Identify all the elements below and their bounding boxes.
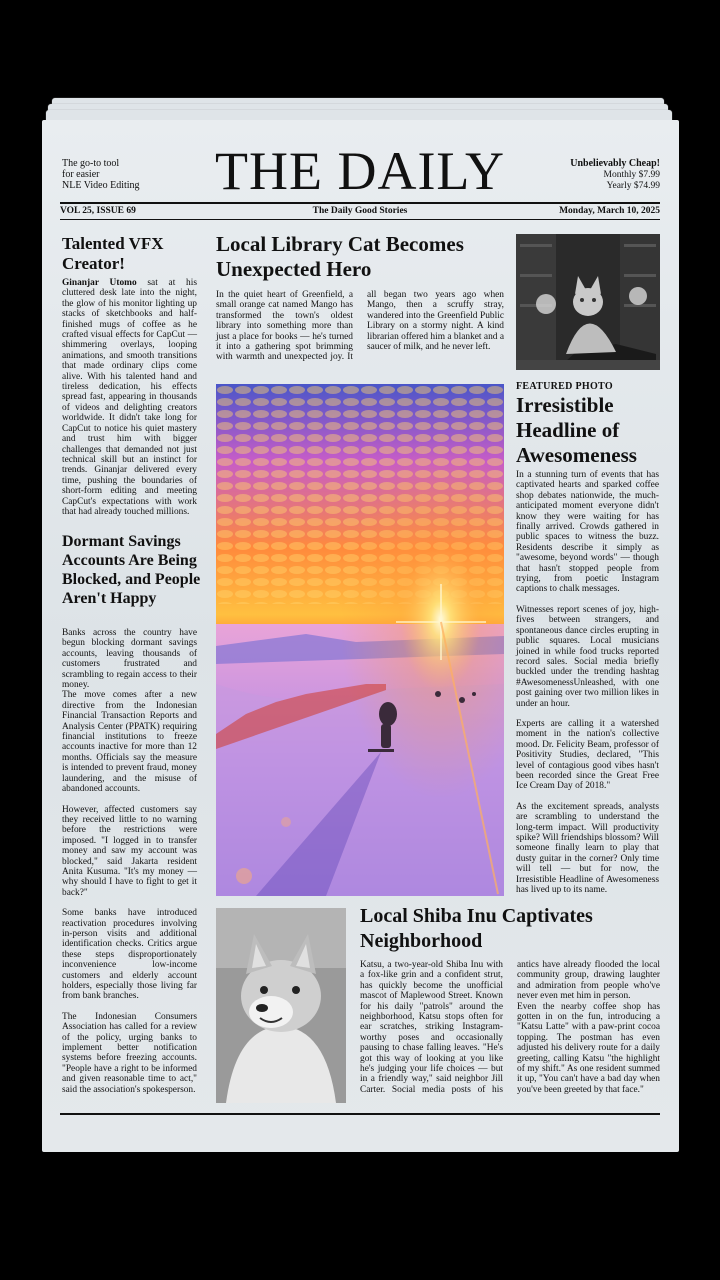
library-cat-image bbox=[516, 234, 660, 370]
featured-paragraph-1: In a stunning turn of events that has captivated hearts and sparked coffee shop debates nationwide, the much-anticipated moment everyone didn't know they were waiting for has finally arrived. Crowds gathered in public spaces to witness the buzz. Residents describe it simply as "awesome, beyond words" — though that hasn't stopped people from trying, from poetic Instagram captions to chalk messages. bbox=[516, 470, 659, 595]
featured-paragraph-4: As the excitement spreads, analysts are scrambling to understand the long-term impact. Will productivity spike? Will friendships blossom? Will someone finally learn to play that dusty guitar in the corner? Only time will tell — but for now, the Irresistible Headline of Awesomeness has lived up to its name. bbox=[516, 801, 659, 896]
dormant-article bbox=[62, 628, 197, 1105]
shiba-article bbox=[360, 960, 660, 1095]
dormant-headline: Dormant Savings Accounts Are Being Blocked, and People Aren't Happy bbox=[62, 533, 201, 607]
tagline-line-3: NLE Video Editing bbox=[62, 180, 140, 191]
ski-sunset-image bbox=[216, 384, 504, 896]
masthead-title: THE DAILY bbox=[214, 141, 506, 201]
shiba-inu-image bbox=[216, 908, 346, 1103]
dormant-paragraph-1: Banks across the country have begun blocking dormant savings accounts, leaving thousands of customers frustrated and scrambling to regain access to their money. bbox=[62, 628, 197, 691]
masthead-rule-bottom bbox=[60, 219, 660, 220]
dormant-paragraph-3: However, affected customers say they received little to no warning before the restrictions were imposed. "I logged in to transfer money and saw my account was blocked," said Jakarta resident Anita Kusuma. "It's my money — why should I have to fight to get it back?" bbox=[62, 804, 197, 898]
info-bar bbox=[60, 206, 660, 218]
shiba-paragraph-2: Even the nearby coffee shop has gotten in on the fun, introducing a "Katsu Latte" with a paw-print cocoa topping. The postman has even adjusted his delivery route for a daily greeting, calling Katsu "the highlight of my shift." As one resident summed it up, "You can't have a bad day when you've been greeted by that face." bbox=[517, 1001, 660, 1095]
tagline bbox=[62, 158, 172, 191]
featured-photo-ski-sunset bbox=[216, 384, 504, 896]
vfx-body: sat at his cluttered desk late into the night, the glow of his monitor lighting up stacks of sketchbooks and half-finished mugs of coffee as he crafted visual effects for CapCut — shimmering overlays, looping animations, and smooth transitions that made ordinary clips come alive. With his talented hand and tireless dedication, his effects spread fast, appearing in thousands of videos and delighting creators worldwide. It didn't take long for CapCut to notice his quiet mastery and trust him with bigger challenges that demanded not just technical skill but an instinct for trends. Ginanjar delivered every time, pushing the boundaries of short-form editing and meeting CapCut's expectations with work that had already touched millions. bbox=[62, 278, 197, 517]
price-box bbox=[520, 158, 660, 192]
issue-number: VOL 25, ISSUE 69 bbox=[60, 206, 136, 216]
featured-paragraph-3: Experts are calling it a watershed moment in the nation's collective mood. Dr. Felicity Beam, professor of Positivity Studies, declared, "This level of contagious good vibes hasn't been recorded since the Great Free Ice Cream Day of 2018." bbox=[516, 718, 659, 792]
vfx-headline: Talented VFX Creator! bbox=[62, 234, 164, 273]
price-title: Unbelievably Cheap! bbox=[570, 158, 660, 169]
issue-date: Monday, March 10, 2025 bbox=[559, 206, 660, 216]
vfx-article bbox=[62, 278, 197, 517]
cat-headline: Local Library Cat Becomes Unexpected Hero bbox=[216, 232, 464, 281]
featured-headline: Irresistible Headline of Awesomeness bbox=[516, 393, 637, 467]
shiba-headline: Local Shiba Inu Captivates Neighborhood bbox=[360, 905, 593, 952]
shiba-paragraph-1: Katsu, a two-year-old Shiba Inu with a fox-like grin and a confident strut, has quickly become the unofficial mascot of Maplewood Street. Known for his daily "patrols" around the neighborhood, Katsu stops often for ear scratches, striking Instagram-worthy poses and occasionally pausing to chase falling leaves. "He's got this way of looking at you like he's judging your life choices — but in a friendly way," said neighbor Jill Carter. Social media posts of his antics have already flooded the local community group, drawing laughter and admiration from people who've never even met him in person. bbox=[360, 960, 660, 1095]
price-monthly: Monthly $7.99 bbox=[603, 170, 660, 180]
tagline-line-2: for easier bbox=[62, 169, 100, 180]
price-yearly: Yearly $74.99 bbox=[606, 181, 660, 191]
vfx-lead-name: Ginanjar Utomo bbox=[62, 278, 137, 288]
cat-article bbox=[216, 290, 504, 363]
masthead-rule-top bbox=[60, 202, 660, 204]
dormant-paragraph-4: Some banks have introduced reactivation procedures involving in-person visits and additional identification checks. Critics argue these steps disproportionately inconvenience low-income customers and elderly account holders, especially those living far from bank branches. bbox=[62, 908, 197, 1002]
cat-photo bbox=[516, 234, 660, 370]
featured-paragraph-2: Witnesses report scenes of joy, high-fives between strangers, and spontaneous dance circles erupting in public squares. Local musicians joined in while food trucks reported record sales. Social media briefly buckled under the trending hashtag #AwesomenessUnleashed, with one post gaining over two million likes in under an hour. bbox=[516, 604, 659, 709]
featured-article bbox=[516, 470, 659, 895]
dormant-paragraph-2: The move comes after a new directive from the Indonesian Financial Transaction Reports and Analysis Center (PPATK) requiring financial institutions to freeze accounts inactive for more than 12 months. Officials say the measure is intended to prevent fraud, money laundering, and the misuse of abandoned accounts. bbox=[62, 690, 197, 795]
section-name: The Daily Good Stories bbox=[312, 206, 408, 216]
featured-photo-label: FEATURED PHOTO bbox=[516, 381, 613, 392]
dormant-paragraph-5: The Indonesian Consumers Association has called for a review of the policy, urging banks to implement better notification systems before freezing accounts. "People have a right to be informed and given reasonable time to act," said the association's spokesperson. bbox=[62, 1011, 197, 1095]
tagline-line-1: The go-to tool bbox=[62, 158, 120, 169]
footer-rule bbox=[60, 1113, 660, 1115]
shiba-photo bbox=[216, 908, 346, 1103]
cat-body: In the quiet heart of Greenfield, a small orange cat named Mango has transformed the town's oldest library into something more than just a place for books — he's turned it into a gathering spot brimming with warmth and unexpected joy. It all began two years ago when Mango, then a scruffy stray, wandered into the Greenfield Public Library on a stormy night. A kind librarian offered him a blanket and a saucer of milk, and he never left. bbox=[216, 290, 504, 363]
